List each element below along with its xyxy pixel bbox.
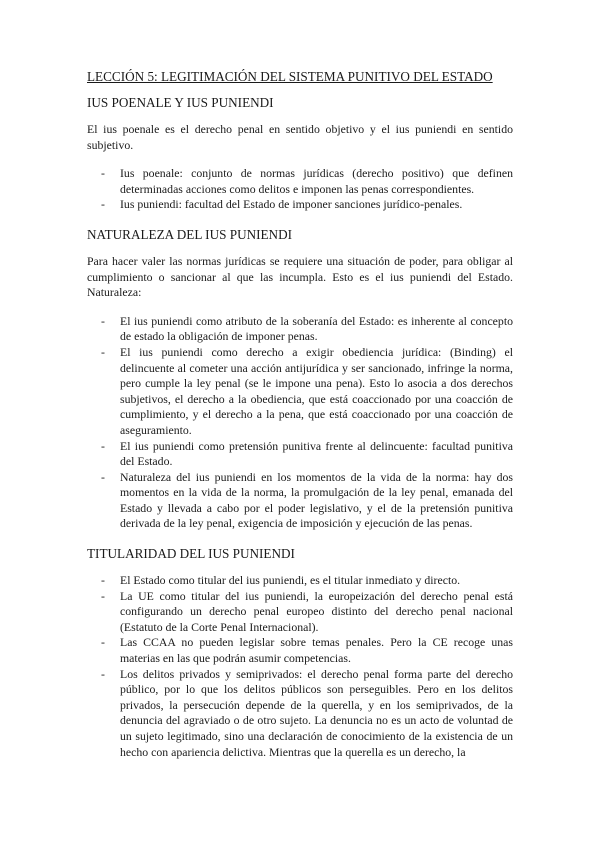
paragraph: Para hacer valer las normas jurídicas se requiere una situación de poder, para obligar al cumplimiento o sancionar al que las incumpla. Esto es el ius puniendi del Estado. Naturaleza: [87, 253, 513, 300]
list-item: - Ius puniendi: facultad del Estado de imponer sanciones jurídico-penales. [101, 197, 463, 212]
section-heading-ius-poenale: IUS POENALE Y IUS PUNIENDI [87, 95, 274, 110]
list-item: - El ius puniendi como derecho a exigir obediencia jurídica: (Binding) el delincuente al cometer una acción antijurídica y ser sancionado, infringe la norma, pero cumple la ley penal (se le impone una pena). Esto lo asocia a dos derechos subjetivos, el derecho a la obediencia, que está coaccionado por una coacción de cumplimiento, y el derecho a la pena, que está coaccionado por una coacción de aseguramiento. [101, 344, 513, 437]
dash-list [87, 573, 513, 760]
dash-list [87, 314, 513, 532]
list-item: - Naturaleza del ius puniendi en los momentos de la vida de la norma: hay dos momentos en la vida de la norma, la promulgación de la ley penal, emanada del Estado y llevada a cabo por el poder legislativo, y el de la pretensión punitiva derivada de la ley penal, exigencia de imposición y ejecución de las penas. [101, 469, 513, 531]
section-heading-titularidad: TITULARIDAD DEL IUS PUNIENDI [87, 546, 295, 562]
document-body [87, 68, 513, 773]
lesson-title: LECCIÓN 5: LEGITIMACIÓN DEL SISTEMA PUNITIVO DEL ESTADO [87, 69, 493, 84]
list-item: - El Estado como titular del ius puniendi, es el titular inmediato y directo. [101, 573, 461, 588]
paragraph: El ius poenale es el derecho penal en sentido objetivo y el ius puniendi en sentido subjetivo. [87, 122, 513, 152]
list-item: - El ius puniendi como pretensión punitiva frente al delincuente: facultad punitiva del Estado. [101, 438, 513, 469]
dash-list [87, 166, 513, 213]
list-item: - Ius poenale: conjunto de normas jurídicas (derecho positivo) que definen determinadas acciones como delitos e imponen las penas correspondientes. [101, 166, 513, 196]
section-heading-naturaleza: NATURALEZA DEL IUS PUNIENDI [87, 226, 292, 242]
list-item: - Los delitos privados y semiprivados: el derecho penal forma parte del derecho público, por lo que los delitos públicos son perseguibles. Pero en los delitos privados, la persecución depende de la querella, y en los semiprivados, de la denuncia del agraviado o de otro sujeto. La denuncia no es un acto de voluntad de un sujeto legitimado, sino una declaración de conocimiento de la existencia de un hecho con apariencia delictiva. Mientras que la querella es un derecho, la [101, 666, 513, 759]
list-item: - La UE como titular del ius puniendi, la europeización del derecho penal está configurando un derecho penal europeo distinto del derecho penal nacional (Estatuto de la Corte Penal Internacional). [101, 588, 513, 634]
list-item: - Las CCAA no pueden legislar sobre temas penales. Pero la CE recoge unas materias en las que podrán asumir competencias. [101, 635, 513, 666]
list-item: - El ius puniendi como atributo de la soberanía del Estado: es inherente al concepto de estado la obligación de imponer penas. [101, 313, 513, 344]
